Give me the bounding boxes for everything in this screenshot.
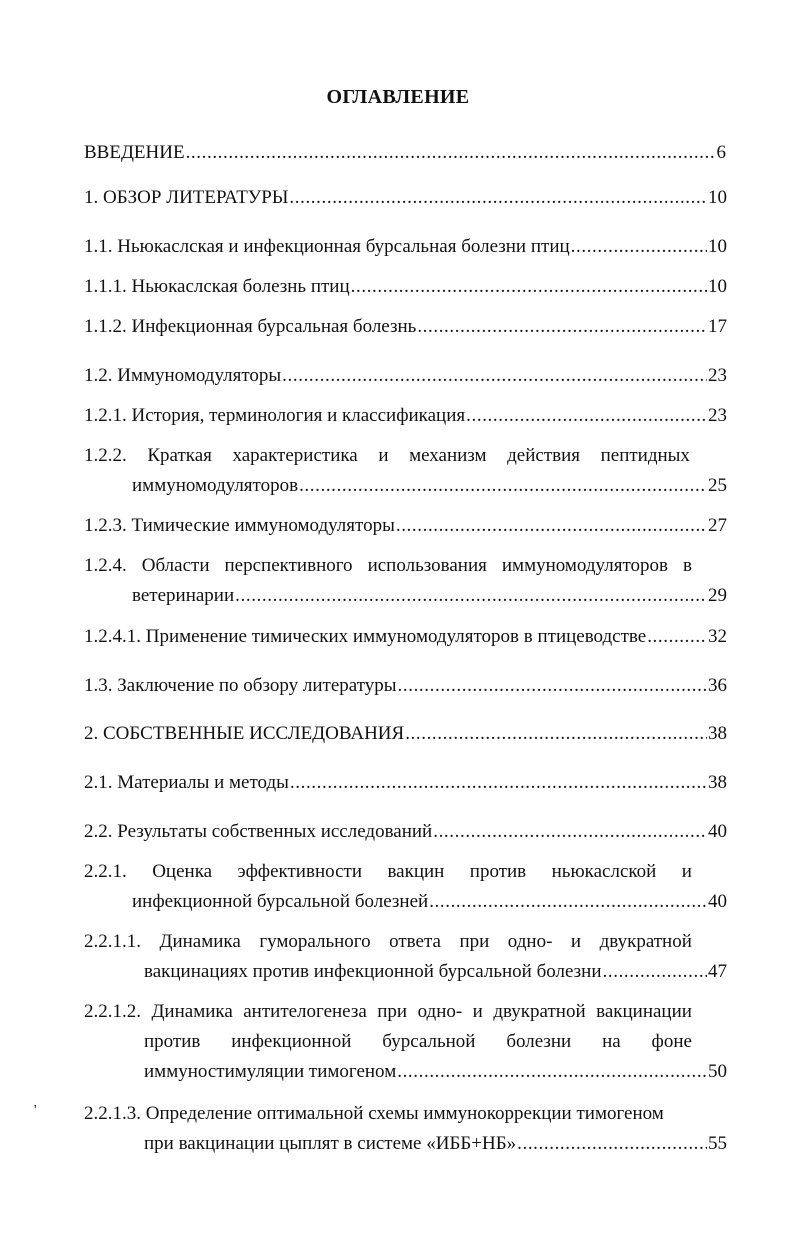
toc-entry-1-2-2 [84, 441, 727, 501]
leader-dots [397, 1057, 707, 1087]
toc-page-number: 23 [708, 365, 727, 386]
toc-entry-2-2 [84, 817, 727, 847]
toc-word: и [681, 861, 692, 882]
leader-dots [517, 1129, 707, 1159]
toc-page-number: 40 [708, 821, 727, 842]
toc-word: фоне [651, 1031, 692, 1052]
toc-word: 1.2.4. [84, 555, 127, 576]
toc-word: использования [367, 555, 487, 576]
toc-entry-2-2-1 [84, 857, 727, 917]
toc-page-number: 32 [708, 626, 727, 647]
toc-entry-2-2-1-2 [84, 997, 727, 1087]
toc-entry-label: ВВЕДЕНИЕ [84, 142, 185, 163]
toc-word: гуморального [259, 931, 371, 952]
toc-word: против [469, 861, 527, 882]
toc-entry-label: 1.1. Ньюкаслская и инфекционная бурсальная болезни птиц [84, 236, 570, 257]
toc-word: характеристика [232, 445, 358, 466]
toc-entry-label: 1.2.1. История, терминология и классификация [84, 405, 466, 426]
toc-word: перспективного [224, 555, 353, 576]
toc-word: иммуномодуляторов [501, 555, 668, 576]
toc-entry-2-2-1-3 [84, 1099, 727, 1159]
toc-word: бурсальной [382, 1031, 476, 1052]
toc-entry-1-1-1 [84, 272, 727, 302]
page-title: ОГЛАВЛЕНИЕ [326, 86, 470, 108]
toc-page-number: 10 [708, 236, 727, 257]
toc-page-number: 55 [708, 1133, 727, 1154]
toc-word: одно- [507, 931, 553, 952]
toc-word: 2.2.1.2. [84, 1001, 141, 1022]
toc-word: антителогенеза [243, 1001, 367, 1022]
toc-entry-label: вакцинациях против инфекционной бурсальной болезни [144, 961, 602, 982]
leader-dots [603, 957, 707, 987]
toc-word: действия [507, 445, 581, 466]
toc-entry-literature-review [84, 183, 727, 213]
toc-entry-label: 2.2.1.3. Определение оптимальной схемы иммунокоррекции тимогеном [84, 1103, 664, 1124]
toc-word: пептидных [600, 445, 690, 466]
leader-dots [433, 817, 707, 847]
toc-word: ньюкаслской [551, 861, 657, 882]
leader-dots [290, 768, 707, 798]
toc-entry-label: 1.1.1. Ньюкаслская болезнь птиц [84, 276, 350, 297]
toc-word: вакцинации [596, 1001, 692, 1022]
toc-word: Оценка [152, 861, 213, 882]
toc-page-number: 38 [708, 772, 727, 793]
toc-page-number: 10 [708, 276, 727, 297]
toc-entry-label: 1.2.3. Тимические иммуномодуляторы [84, 515, 395, 536]
toc-entry-1-2-4-1 [84, 622, 727, 652]
toc-word: на [602, 1031, 621, 1052]
toc-entry-label: 2. СОБСТВЕННЫЕ ИССЛЕДОВАНИЯ [84, 723, 405, 744]
toc-entry-1-2 [84, 361, 727, 391]
toc-word: двукратной [493, 1001, 586, 1022]
toc-word: одно- [417, 1001, 463, 1022]
toc-page-number: 38 [708, 723, 727, 744]
toc-entry-1-1 [84, 232, 727, 262]
toc-page-number: 50 [708, 1061, 727, 1082]
toc-word: Динамика [159, 931, 241, 952]
toc-entry-label: при вакцинации цыплят в системе «ИББ+НБ» [144, 1133, 517, 1154]
toc-entry-label: 1.3. Заключение по обзору литературы [84, 675, 397, 696]
toc-word: 2.2.1. [84, 861, 127, 882]
leader-dots [299, 471, 707, 501]
toc-word: и [378, 445, 389, 466]
toc-page-number: 27 [708, 515, 727, 536]
toc-entry-label: 1.2. Иммуномодуляторы [84, 365, 282, 386]
toc-entry-label: иммуномодуляторов [132, 475, 299, 496]
leader-dots [186, 138, 716, 168]
toc-entry-1-1-2 [84, 312, 727, 342]
toc-entry-label: 1.2.4.1. Применение тимических иммуномодуляторов в птицеводстве [84, 626, 647, 647]
toc-word: болезни [506, 1031, 572, 1052]
toc-entry-2-1 [84, 768, 727, 798]
toc-entry-1-2-4 [84, 551, 727, 611]
toc-page-number: 29 [708, 585, 727, 606]
leader-dots [289, 183, 707, 213]
toc-page-number: 6 [716, 142, 726, 163]
toc-entry-1-2-3 [84, 511, 727, 541]
toc-page-number: 10 [708, 187, 727, 208]
leader-dots [647, 622, 707, 652]
toc-entry-label: инфекционной бурсальной болезней [132, 891, 429, 912]
toc-page-number: 36 [708, 675, 727, 696]
leader-dots [466, 401, 707, 431]
leader-dots [417, 312, 707, 342]
toc-word: в [682, 555, 692, 576]
toc-word: двукратной [599, 931, 692, 952]
leader-dots [571, 232, 707, 262]
toc-entry-label: 2.1. Материалы и методы [84, 772, 289, 793]
toc-entry-1-2-1 [84, 401, 727, 431]
leader-dots [429, 887, 707, 917]
toc-entry-own-research [84, 719, 727, 749]
leader-dots [405, 719, 707, 749]
leader-dots [396, 511, 707, 541]
toc-entry-label: 2.2. Результаты собственных исследований [84, 821, 433, 842]
toc-word: и [472, 1001, 483, 1022]
toc-word: инфекционной [231, 1031, 352, 1052]
toc-word: и [570, 931, 582, 952]
toc-word: Области [141, 555, 210, 576]
toc-word: механизм [409, 445, 487, 466]
toc-entry-label: ветеринарии [132, 585, 235, 606]
toc-word: при [377, 1001, 408, 1022]
toc-entry-label: 1.1.2. Инфекционная бурсальная болезнь [84, 316, 417, 337]
toc-word: 2.2.1.1. [84, 931, 141, 952]
leader-dots [235, 581, 707, 611]
toc-page-number: 25 [708, 475, 727, 496]
leader-dots [282, 361, 707, 391]
toc-word: 1.2.2. [84, 445, 127, 466]
toc-word: Динамика [151, 1001, 233, 1022]
toc-word: при [459, 931, 490, 952]
toc-word: против [144, 1031, 201, 1052]
toc-entry-2-2-1-1 [84, 927, 727, 987]
leader-dots [398, 671, 707, 701]
toc-entry-label: иммуностимуляции тимогеном [144, 1061, 397, 1082]
toc-page-number: 40 [708, 891, 727, 912]
toc-entry-1-3 [84, 671, 727, 701]
toc-word: вакцин [387, 861, 445, 882]
leader-dots [351, 272, 707, 302]
toc-word: ответа [389, 931, 441, 952]
toc-entry-introduction [84, 138, 726, 168]
toc-word: эффективности [237, 861, 362, 882]
toc-entry-label: 1. ОБЗОР ЛИТЕРАТУРЫ [84, 187, 289, 208]
toc-page-number: 23 [708, 405, 727, 426]
stray-mark: ' [34, 1103, 37, 1118]
toc-word: Краткая [147, 445, 212, 466]
toc-page-number: 17 [708, 316, 727, 337]
toc-page-number: 47 [708, 961, 727, 982]
